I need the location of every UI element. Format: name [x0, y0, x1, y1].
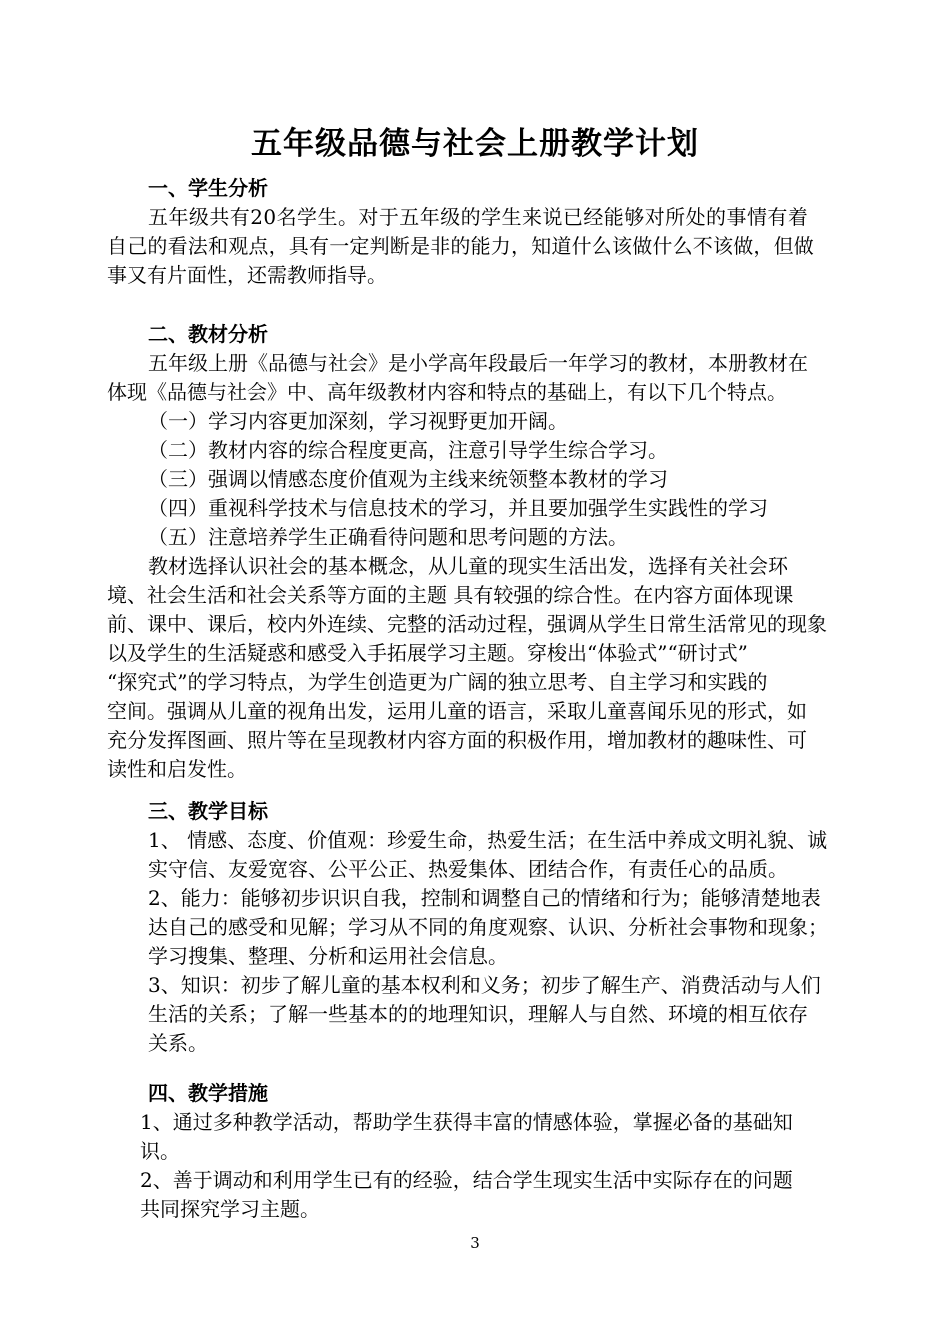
paragraph-line: 读性和启发性。: [107, 757, 247, 781]
document-title: 五年级品德与社会上册教学计划: [251, 126, 699, 162]
paragraph-line: 前、课中、课后，校内外连续、完整的活动过程，强调从学生日常生活常见的现象: [107, 612, 827, 636]
paragraph-line: 达自己的感受和见解；学习从不同的角度观察、认识、分析社会事物和现象；: [148, 915, 828, 939]
list-item: （四）重视科学技术与信息技术的学习，并且要加强学生实践性的学习: [148, 496, 768, 520]
paragraph-line: 教材选择认识社会的基本概念，从儿童的现实生活出发，选择有关社会环: [148, 554, 788, 578]
paragraph-line: 共同探究学习主题。: [140, 1197, 320, 1221]
section-heading-textbook-analysis: 二、教材分析: [148, 322, 268, 346]
paragraph-line: 实守信、友爱宽容、公平公正、热爱集体、团结合作，有责任心的品质。: [148, 857, 788, 881]
paragraph-line: 2、善于调动和利用学生已有的经验，结合学生现实生活中实际存在的问题: [140, 1168, 793, 1192]
paragraph-line: 充分发挥图画、照片等在呈现教材内容方面的积极作用，增加教材的趣味性、可: [107, 728, 807, 752]
list-item: （二）教材内容的综合程度更高，注意引导学生综合学习。: [148, 438, 668, 462]
paragraph-line: 学习搜集、整理、分析和运用社会信息。: [148, 944, 508, 968]
paragraph-line: 2、能力：能够初步识识自我，控制和调整自己的情绪和行为；能够清楚地表: [148, 886, 821, 910]
paragraph-line: 事又有片面性，还需教师指导。: [107, 263, 387, 287]
paragraph-line: 以及学生的生活疑惑和感受入手拓展学习主题。穿梭出“体验式”“研讨式”: [107, 641, 748, 665]
section-heading-teaching-measures: 四、教学措施: [148, 1081, 268, 1105]
paragraph-line: 识。: [140, 1139, 180, 1163]
paragraph-line: 体现《品德与社会》中、高年级教材内容和特点的基础上，有以下几个特点。: [107, 380, 787, 404]
paragraph-line: 1、通过多种教学活动，帮助学生获得丰富的情感体验，掌握必备的基础知: [140, 1110, 793, 1134]
paragraph-line: 境、社会生活和社会关系等方面的主题 具有较强的综合性。在内容方面体现课: [107, 583, 794, 607]
paragraph-line: 五年级共有20名学生。对于五年级的学生来说已经能够对所处的事情有着: [148, 205, 809, 229]
paragraph-line: “探究式”的学习特点，为学生创造更为广阔的独立思考、自主学习和实践的: [107, 670, 768, 694]
section-heading-teaching-goals: 三、教学目标: [148, 799, 268, 823]
paragraph-line: 生活的关系；了解一些基本的的地理知识，理解人与自然、环境的相互依存: [148, 1002, 808, 1026]
paragraph-line: 自己的看法和观点，具有一定判断是非的能力，知道什么该做什么不该做，但做: [107, 234, 814, 258]
paragraph-line: 五年级上册《品德与社会》是小学高年段最后一年学习的教材，本册教材在: [148, 351, 808, 375]
list-item: （三）强调以情感态度价值观为主线来统领整本教材的学习: [148, 467, 668, 491]
paragraph-line: 1、 情感、态度、价值观：珍爱生命，热爱生活；在生活中养成文明礼貌、诚: [148, 828, 828, 852]
paragraph-line: 空间。强调从儿童的视角出发，运用儿童的语言，采取儿童喜闻乐见的形式，如: [107, 699, 807, 723]
paragraph-line: 关系。: [148, 1031, 208, 1055]
list-item: （一）学习内容更加深刻，学习视野更加开阔。: [148, 409, 568, 433]
section-heading-student-analysis: 一、学生分析: [148, 176, 268, 200]
paragraph-line: 3、知识：初步了解儿童的基本权利和义务；初步了解生产、消费活动与人们: [148, 973, 821, 997]
list-item: （五）注意培养学生正确看待问题和思考问题的方法。: [148, 525, 628, 549]
page-number: 3: [470, 1234, 480, 1252]
